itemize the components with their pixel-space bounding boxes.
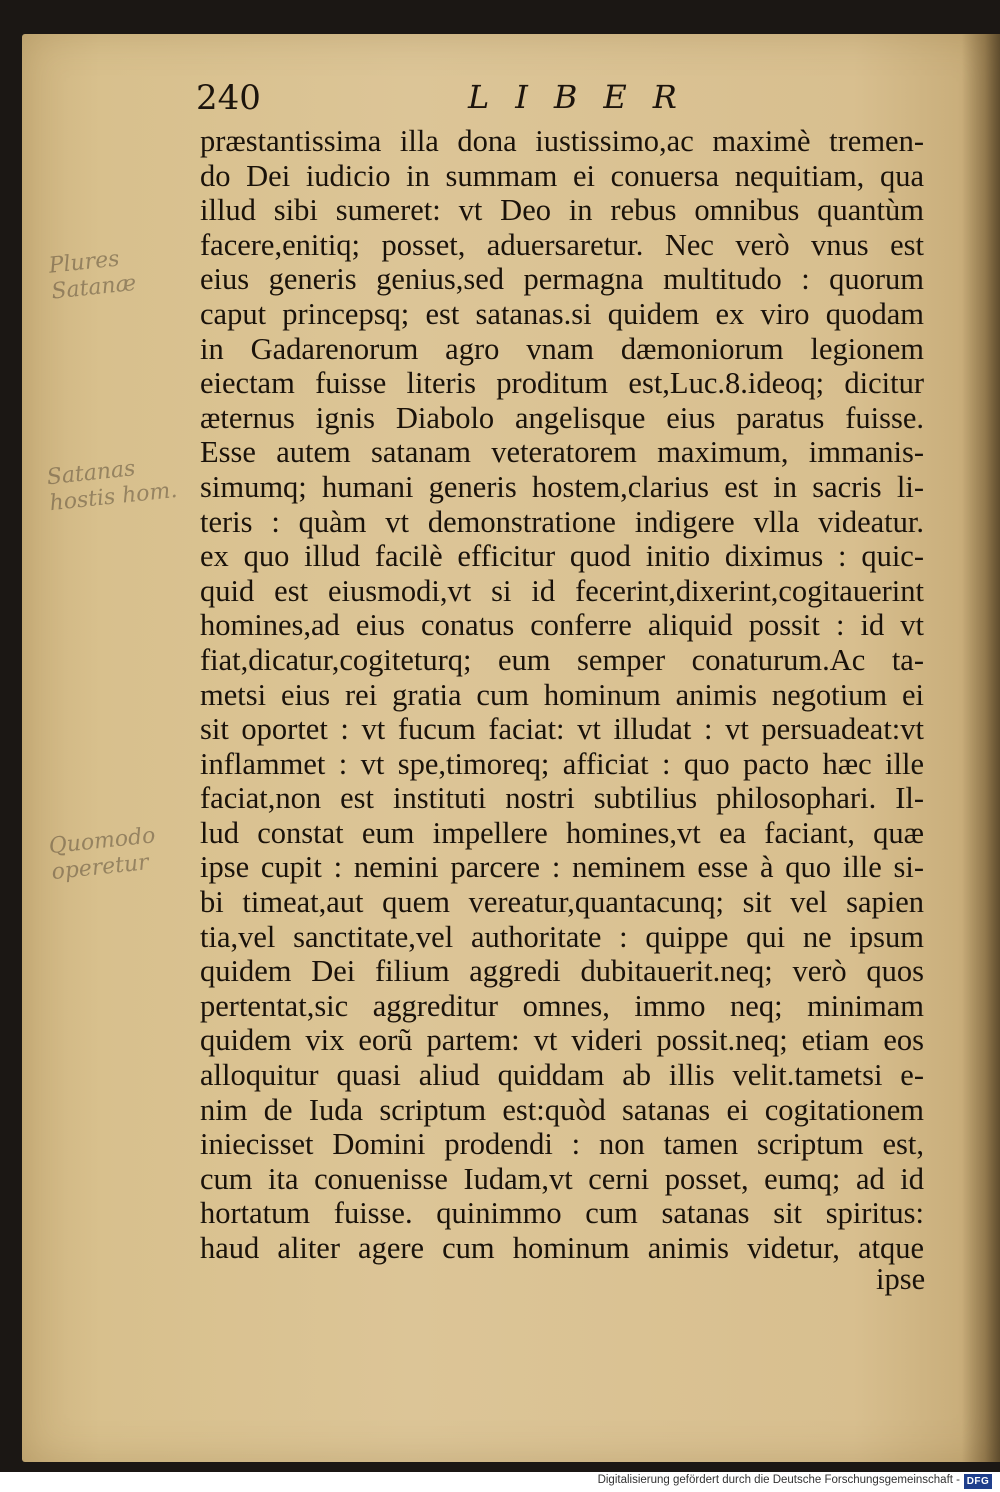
page-gutter-shadow <box>962 34 1000 1462</box>
text-line: iniecisset Domini prodendi : non tamen scriptum est, <box>200 1127 924 1162</box>
text-line: Esse autem satanam veteratorem maximum, immanis- <box>200 435 924 470</box>
text-line: bi timeat,aut quem vereatur,quantacunq; sit vel sapien <box>200 885 924 920</box>
catchword: ipse <box>876 1262 926 1296</box>
text-line: eius generis genius,sed permagna multitudo : quorum <box>200 262 924 297</box>
text-line: nim de Iuda scriptum est:quòd satanas ei cogitationem <box>200 1092 924 1127</box>
text-line: teris : quàm vt demonstratione indigere vlla videatur. <box>200 504 924 539</box>
text-line: caput princepsq; est satanas.si quidem ex viro quodam <box>200 296 924 331</box>
text-line: hortatum fuisse. quinimmo cum satanas sit spiritus: <box>200 1196 924 1231</box>
marginal-note-1: Plures Satanæ <box>47 246 138 305</box>
text-line: fiat,dicatur,cogiteturq; eum semper conaturum.Ac ta- <box>200 642 924 677</box>
text-line: inflammet : vt spe,timoreq; afficiat : quo pacto hæc ille <box>200 746 924 781</box>
text-line: haud aliter agere cum hominum animis videtur, atque <box>200 1231 924 1265</box>
text-line: faciat,non est instituti nostri subtilius philosophari. Il- <box>200 781 924 816</box>
marginal-note-3: Quomodo operetur <box>47 823 157 886</box>
text-line: in Gadarenorum agro vnam dæmoniorum legionem <box>200 331 924 366</box>
text-line: lud constat eum impellere homines,vt ea faciant, quæ <box>200 815 924 850</box>
text-line: sit oportet : vt fucum faciat: vt illudat : vt persuadeat:vt <box>200 712 924 747</box>
funding-credit: Digitalisierung gefördert durch die Deutsche Forschungsgemeinschaft - <box>597 1474 960 1486</box>
dfg-logo-icon: DFG <box>964 1474 992 1489</box>
text-line: simumq; humani generis hostem,clarius est in sacris li- <box>200 469 924 504</box>
text-line: homines,ad eius conatus conferre aliquid possit : id vt <box>200 608 924 643</box>
text-line: pertentat,sic aggreditur omnes, immo neq; minimam <box>200 988 924 1023</box>
text-line: quid est eiusmodi,vt si id fecerint,dixerint,cogitauerint <box>200 573 924 608</box>
text-line: ex quo illud facilè efficitur quod initio diximus : quic- <box>200 539 924 574</box>
text-line: quidem vix eorũ partem: vt videri possit.neq; etiam eos <box>200 1023 924 1058</box>
text-line: tia,vel sanctitate,vel authoritate : quippe qui ne ipsum <box>200 919 924 954</box>
text-line: ipse cupit : nemini parcere : neminem esse à quo ille si- <box>200 850 924 885</box>
page-number: 240 <box>196 78 261 118</box>
text-line: illud sibi sumeret: vt Deo in rebus omnibus quantùm <box>200 193 924 228</box>
marginal-note-2: Satanas hostis hom. <box>45 456 179 517</box>
text-line: æternus ignis Diabolo angelisque eius paratus fuisse. <box>200 400 924 435</box>
text-line: alloquitur quasi aliud quiddam ab illis velit.tametsi e- <box>200 1058 924 1093</box>
text-line: facere,enitiq; posset, aduersaretur. Nec verò vnus est <box>200 227 924 262</box>
running-head-title: LIBER <box>468 78 703 116</box>
text-line: præstantissima illa dona iustissimo,ac maximè tremen- <box>200 124 924 158</box>
text-line: eiectam fuisse literis proditum est,Luc.8.ideoq; dicitur <box>200 366 924 401</box>
text-line: cum ita conuenisse Iudam,vt cerni posset, eumq; ad id <box>200 1161 924 1196</box>
digitization-footer <box>0 1472 1000 1492</box>
text-line: quidem Dei filium aggredi dubitauerit.neq; verò quos <box>200 954 924 989</box>
running-head <box>196 74 936 122</box>
text-line: do Dei iudicio in summam ei conuersa nequitiam, qua <box>200 158 924 193</box>
body-text <box>200 124 924 1266</box>
text-line: metsi eius rei gratia cum hominum animis negotium ei <box>200 677 924 712</box>
